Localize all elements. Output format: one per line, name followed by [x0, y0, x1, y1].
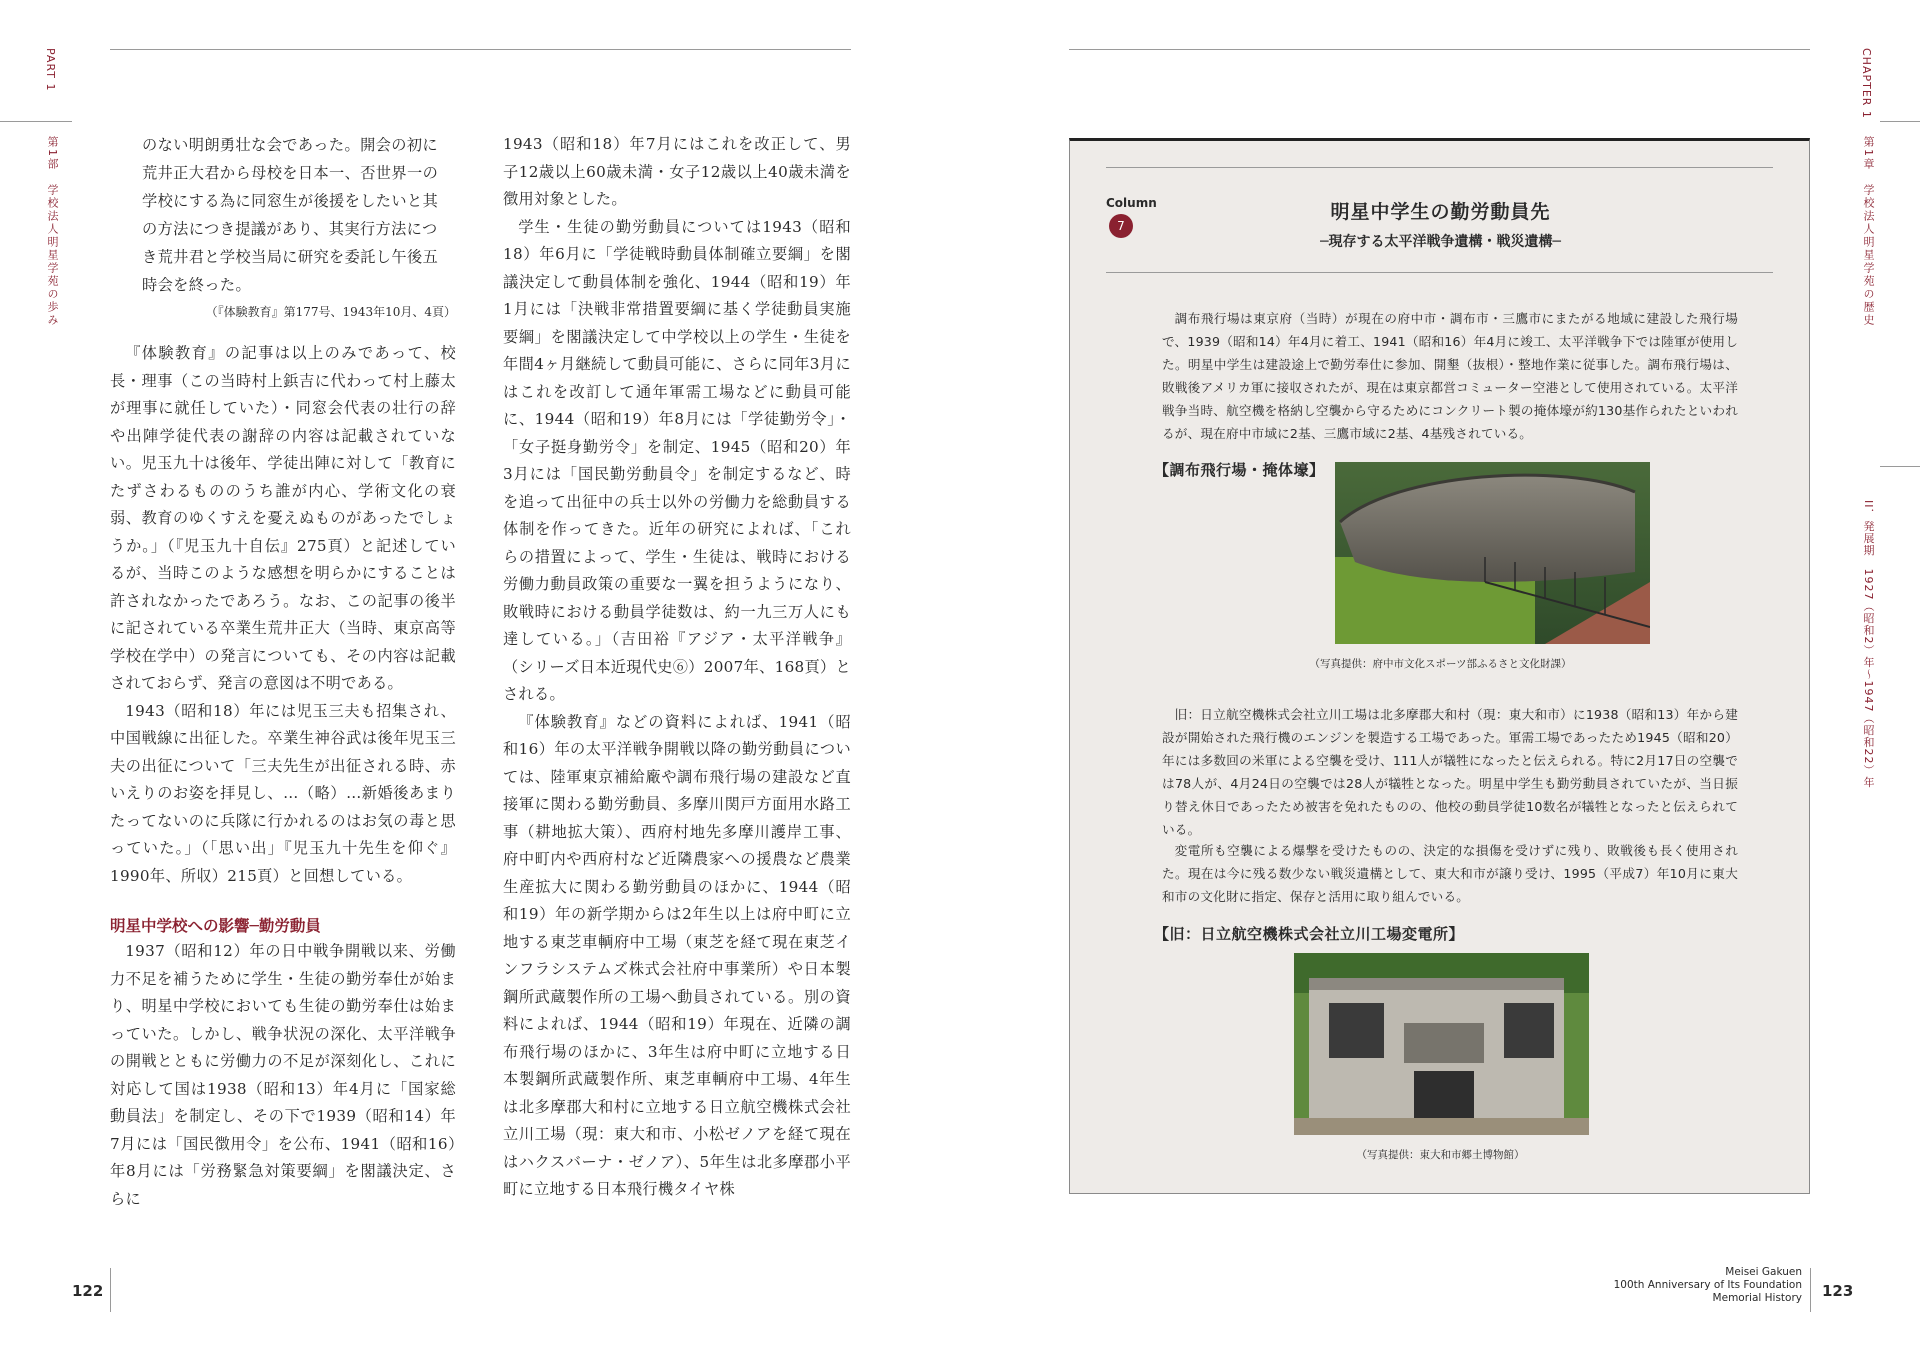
- quote-citation: （『体験教育』第177号、1943年10月、4頁）: [205, 305, 456, 319]
- quote-block: [110, 131, 456, 320]
- footer-line: Memorial History: [1712, 1292, 1802, 1304]
- quote-line: き荒井君と学校当局に研究を委託し午後五: [142, 248, 439, 266]
- paragraph: 『体験教育』などの資料によれば、1941（昭和16）年の太平洋戦争開戦以降の勤労動員については、陸軍東京補給廠や調布飛行場の建設など直接軍に関わる勤労動員、多摩川関戸方面用水路工事（耕地拡大策）、西府村地先多摩川護岸工事、府中町内や西府村など近隣農家への援農など農業生産拡大に関わる勤労動員のほかに、1944（昭和19）年の新学期からは2年生以上は府中町に立地する東芝車輌府中工場（東芝を経て現在東芝インフラシステムズ株式会社府中事業所）や日本製鋼所武蔵製作所の工場へ動員されている。別の資料によれば、1944（昭和19）年現在、近隣の調布飛行場のほかに、3年生は府中町に立地する日本製鋼所武蔵製作所、東芝車輌府中工場、4年生は北多摩郡大和村に立地する日立航空機株式会社立川工場（現：東大和市、小松ゼノアを経て現在はハクスバーナ・ゼノア）、5年生は北多摩郡小平町に立地する日本飛行機タイヤ株: [503, 712, 851, 1198]
- photo-chofu-bunker: [1335, 462, 1650, 644]
- quote-line: 時会を終った。: [142, 276, 252, 294]
- photo-label: 【旧：日立航空機株式会社立川工場変電所】: [1154, 925, 1465, 943]
- column-label: Column: [1106, 196, 1157, 210]
- book-footer: [1580, 1266, 1802, 1305]
- page-number-left: 122: [72, 1282, 104, 1300]
- page-number-right: 123: [1822, 1282, 1854, 1300]
- top-rule-right: [1069, 49, 1810, 50]
- side-title: 第1章 学校法人明星学苑の歴史: [1862, 136, 1875, 327]
- footer-line: 100th Anniversary of Its Foundation: [1613, 1279, 1802, 1291]
- photo-label: 【調布飛行場・掩体壕】: [1154, 461, 1325, 479]
- quote-line: 荒井正大君から母校を日本一、否世界一の: [142, 164, 439, 182]
- side-divider: [1880, 121, 1920, 122]
- side-chapter-label: CHAPTER 1: [1860, 48, 1873, 119]
- column-title: 明星中学生の勤労動員先: [1330, 201, 1551, 223]
- left-column-1: [110, 131, 456, 1213]
- side-part-label: PART 1: [44, 48, 57, 92]
- page-number-divider: [110, 1268, 111, 1312]
- column-subtitle: ─現存する太平洋戦争遺構・戦災遺構─: [1320, 234, 1561, 250]
- side-divider: [0, 121, 72, 122]
- column-number-badge: 7: [1109, 214, 1133, 238]
- side-title: 第1部 学校法人明星学苑の歩み: [46, 136, 59, 327]
- side-period: II．発展期 1927（昭和2）年～1947（昭和22）年: [1862, 500, 1875, 789]
- photo-credit: （写真提供：府中市文化スポーツ部ふるさと文化財課）: [1309, 658, 1572, 670]
- column-paragraph: 旧：日立航空機株式会社立川工場は北多摩郡大和村（現：東大和市）に1938（昭和13）年から建設が開始された飛行機のエンジンを製造する工場であった。軍需工場であったため1945（昭和20）年には多数回の米軍による空襲を受け、111人が犠牲になったと伝えられる。特に2月17日の空襲では78人が、4月24日の空襲では28人が犠牲となった。明星中学生も勤労動員されていたが、当日振り替え休日であったため被害を免れたものの、他校の動員学徒10数名が犠牲となったと伝えられている。: [1162, 707, 1738, 837]
- quote-line: の方法につき提議があり、其実行方法につ: [142, 220, 438, 238]
- column-box: [1069, 138, 1810, 1194]
- quote-line: のない明朗勇壮な会であった。開会の初に: [142, 136, 439, 154]
- paragraph: 学生・生徒の勤労動員については1943（昭和18）年6月に「学徒戦時動員体制確立要綱」を閣議決定して動員体制を強化、1944（昭和19）年1月には「決戦非常措置要綱に基く学徒動員実施要綱」を閣議決定して中学校以上の学生・生徒を年間4ヶ月継続して動員可能に、さらに同年3月にはこれを改訂して通年軍需工場などに動員可能に、1944（昭和19）年8月には「学徒勤労令」・「女子挺身勤労令」を制定、1945（昭和20）年3月には「国民勤労動員令」を制定するなど、時を追って出征中の兵士以外の労働力を総動員する体制を作ってきた。近年の研究によれば、「これらの措置によって、学生・生徒は、戦時における労働力動員政策の重要な一翼を担うようになり、敗戦時における動員学徒数は、約一九三万人にも達している。」（吉田裕『アジア・太平洋戦争』（シリーズ日本近現代史⑥）2007年、168頁）とされる。: [503, 217, 851, 703]
- column-paragraph: 調布飛行場は東京府（当時）が現在の府中市・調布市・三鷹市にまたがる地域に建設した飛行場で、1939（昭和14）年4月に着工、1941（昭和16）年4月に竣工、太平洋戦争下では陸軍が使用した。明星中学生は建設途上で勤労奉仕に参加、開墾（抜根）・整地作業に従事した。調布飛行場は、敗戦後アメリカ軍に接収されたが、現在は東京都営コミューター空港として使用されている。太平洋戦争当時、航空機を格納し空襲から守るためにコンクリート製の掩体壕が約130基作られたといわれるが、現在府中市域に2基、三鷹市域に2基、4基残されている。: [1162, 311, 1738, 441]
- top-rule-left: [110, 49, 851, 50]
- column-top-rule: [1106, 167, 1773, 168]
- photo-substation: [1294, 953, 1589, 1135]
- column-header-rule: [1106, 272, 1773, 273]
- paragraph: 『体験教育』の記事は以上のみであって、校長・理事（この当時村上鋲吉に代わって村上藤太が理事に就任していた）・同窓会代表の壮行の辞や出陣学徒代表の謝辞の内容は記載されていない。児玉九十は後年、学徒出陣に対して「教育にたずさわるもののうち誰が内心、学術文化の衰弱、教育のゆくすえを憂えぬものがあったでしょうか。」（『児玉九十自伝』275頁）と記述しているが、当時このような感想を明らかにすることは許されなかったであろう。なお、この記事の後半に記されている卒業生荒井正大（当時、東京高等学校在学中）の発言についても、その内容は記載されておらず、発言の意図は不明である。: [110, 344, 456, 692]
- paragraph: 1943（昭和18）年7月にはこれを改正して、男子12歳以上60歳未満・女子12歳以上40歳未満を徴用対象とした。: [503, 135, 851, 208]
- column-paragraph: 変電所も空襲による爆撃を受けたものの、決定的な損傷を受けずに残り、敗戦後も長く使用された。現在は今に残る数少ない戦災遺構として、東大和市が譲り受け、1995（平成7）年10月に東大和市の文化財に指定、保存と活用に取り組んでいる。: [1162, 843, 1738, 904]
- side-divider: [1880, 466, 1920, 467]
- photo-credit: （写真提供：東大和市郷土博物館）: [1356, 1149, 1525, 1161]
- paragraph: 1943（昭和18）年には児玉三夫も招集され、中国戦線に出征した。卒業生神谷武は後年児玉三夫の出征について「三夫先生が出征される時、赤いえりのお姿を拝見し、…（略）…新婚後あまりたってないのに兵隊に行かれるのはお気の毒と思っていた。」（「思い出」『児玉九十先生を仰ぐ』1990年、所収）215頁）と回想している。: [110, 701, 456, 885]
- paragraph: 1937（昭和12）年の日中戦争開戦以来、労働力不足を補うために学生・生徒の勤労奉仕が始まり、明星中学校においても生徒の勤労奉仕は始まっていた。しかし、戦争状況の深化、太平洋戦争の開戦とともに労働力の不足が深刻化し、これに対応して国は1938（昭和13）年4月に「国家総動員法」を制定し、その下で1939（昭和14）年7月には「国民徴用令」を公布、1941（昭和16）年8月には「労務緊急対策要綱」を閣議決定、さらに: [110, 942, 456, 1208]
- section-heading: 明星中学校への影響─勤労動員: [110, 916, 321, 935]
- left-column-2: [503, 131, 851, 1204]
- page-number-divider: [1810, 1268, 1811, 1312]
- footer-line: Meisei Gakuen: [1725, 1266, 1802, 1278]
- quote-line: 学校にする為に同窓生が後援をしたいと其: [142, 192, 439, 210]
